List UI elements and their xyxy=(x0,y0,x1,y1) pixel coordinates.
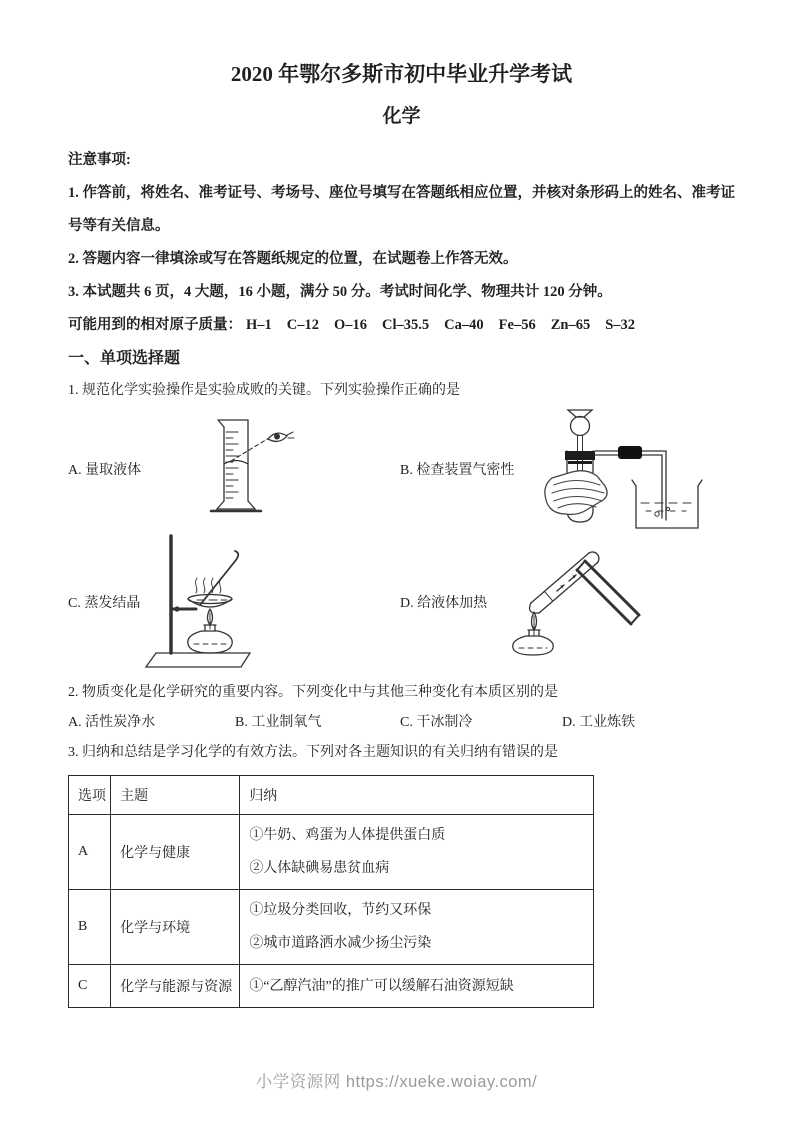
table-header-row xyxy=(69,776,594,815)
q1-figure-row-2 xyxy=(68,532,735,672)
q1-figure-row-1 xyxy=(68,406,735,532)
question-1-text: 1. 规范化学实验操作是实验成败的关键。下列实验操作正确的是 xyxy=(68,383,460,398)
atomic-mass-line xyxy=(68,309,735,342)
steam-lines xyxy=(196,578,221,593)
q1-option-b-label: B. 检查装置气密性 xyxy=(400,463,515,478)
question-2-options xyxy=(68,708,735,738)
section-1-heading: 一、单项选择题 xyxy=(68,350,181,367)
glass-rod xyxy=(200,551,238,605)
stand-base xyxy=(146,653,250,667)
atomic-mass-value: C–12 xyxy=(286,317,320,333)
rubber-connector xyxy=(618,446,642,459)
row-b-summary-line-2: ②城市道路洒水减少扬尘污染 xyxy=(249,936,432,951)
atomic-mass-value: Cl–35.5 xyxy=(382,317,430,333)
table-header-topic: 主题 xyxy=(111,776,240,815)
q1-option-a xyxy=(68,414,400,524)
table-row-b xyxy=(69,890,594,965)
q1-option-d-label: D. 给液体加热 xyxy=(400,596,488,611)
row-a-summary-line-1: ①牛奶、鸡蛋为人体提供蛋白质 xyxy=(249,828,446,843)
row-c-topic: 化学与能源与资源 xyxy=(111,965,240,1008)
bubble xyxy=(667,507,670,510)
liquid-level xyxy=(545,591,553,601)
table-row-c xyxy=(69,965,594,1008)
atomic-mass-label: 可能用到的相对原子质量： xyxy=(68,317,242,333)
row-b-summary xyxy=(240,890,594,965)
q2-option-d: D. 工业炼铁 xyxy=(562,715,636,730)
q2-option-b: B. 工业制氧气 xyxy=(235,715,322,730)
row-c-summary xyxy=(240,965,594,1008)
atomic-mass-value: Zn–65 xyxy=(550,317,591,333)
alcohol-lamp xyxy=(188,609,232,653)
q1-option-d xyxy=(400,544,735,660)
exam-title: 2020 年鄂尔多斯市初中毕业升学考试 xyxy=(230,62,573,86)
bubble xyxy=(655,512,659,516)
hand xyxy=(545,471,607,515)
atomic-mass-value: H–1 xyxy=(246,317,272,333)
q3-summary-table xyxy=(68,775,594,1008)
q2-option-c: C. 干冰制冷 xyxy=(400,715,473,730)
beaker xyxy=(632,480,702,528)
row-a-option: A xyxy=(69,815,111,890)
row-a-summary-line-2: ②人体缺碘易患贫血病 xyxy=(249,861,390,876)
row-b-option: B xyxy=(69,890,111,965)
evaporating-dish xyxy=(188,595,232,608)
row-c-option: C xyxy=(69,965,111,1008)
atomic-mass-value: O–16 xyxy=(334,317,368,333)
table-header-option: 选项 xyxy=(69,776,111,815)
row-b-summary-line-1: ①垃圾分类回收，节约又环保 xyxy=(249,903,432,918)
exam-subject: 化学 xyxy=(382,106,421,127)
notice-section xyxy=(68,144,735,342)
eye-icon xyxy=(268,432,294,441)
atomic-mass-value: Ca–40 xyxy=(444,317,484,333)
question-2-text: 2. 物质变化是化学研究的重要内容。下列变化中与其他三种变化有本质区别的是 xyxy=(68,685,558,700)
q1-option-b xyxy=(400,406,735,532)
airtightness-check-figure xyxy=(518,406,710,532)
table-row-a xyxy=(69,815,594,890)
sight-line xyxy=(231,438,269,461)
question-3-text: 3. 归纳和总结是学习化学的有效方法。下列对各主题知识的有关归纳有错误的是 xyxy=(68,745,558,760)
row-c-summary-line-1: ①“乙醇汽油”的推广可以缓解石油资源短缺 xyxy=(249,978,514,994)
q1-option-a-label: A. 量取液体 xyxy=(68,463,142,478)
notice-item-3: 3. 本试题共 6 页，4 大题，16 小题，满分 50 分。考试时间化学、物理共计 120 分钟。 xyxy=(68,284,612,300)
row-b-topic: 化学与环境 xyxy=(111,890,240,965)
delivery-tube xyxy=(595,446,666,520)
atomic-mass-value: S–32 xyxy=(605,317,636,333)
notice-item-1: 1. 作答前，将姓名、准考证号、考场号、座位号填写在答题纸相应位置，并核对条形码上的姓名、准考证号等有关信息。 xyxy=(68,185,735,234)
q1-option-c-label: C. 蒸发结晶 xyxy=(68,596,141,611)
evaporation-crystallization-figure xyxy=(144,533,262,671)
notice-heading: 注意事项: xyxy=(68,152,131,168)
q2-option-a: A. 活性炭净水 xyxy=(68,715,156,730)
q1-option-c xyxy=(68,533,400,671)
atomic-mass-value: Fe–56 xyxy=(498,317,536,333)
heating-liquid-figure xyxy=(491,544,643,660)
footer-watermark: 小学资源网 https://xueke.woiay.com/ xyxy=(255,1073,538,1091)
row-a-topic: 化学与健康 xyxy=(111,815,240,890)
row-a-summary xyxy=(240,815,594,890)
notice-item-2: 2. 答题内容一律填涂或写在答题纸规定的位置，在试题卷上作答无效。 xyxy=(68,251,518,267)
test-tube-holder xyxy=(577,561,639,624)
graduated-cylinder-figure xyxy=(145,414,303,524)
table-header-summary: 归纳 xyxy=(240,776,594,815)
alcohol-lamp xyxy=(513,612,553,655)
